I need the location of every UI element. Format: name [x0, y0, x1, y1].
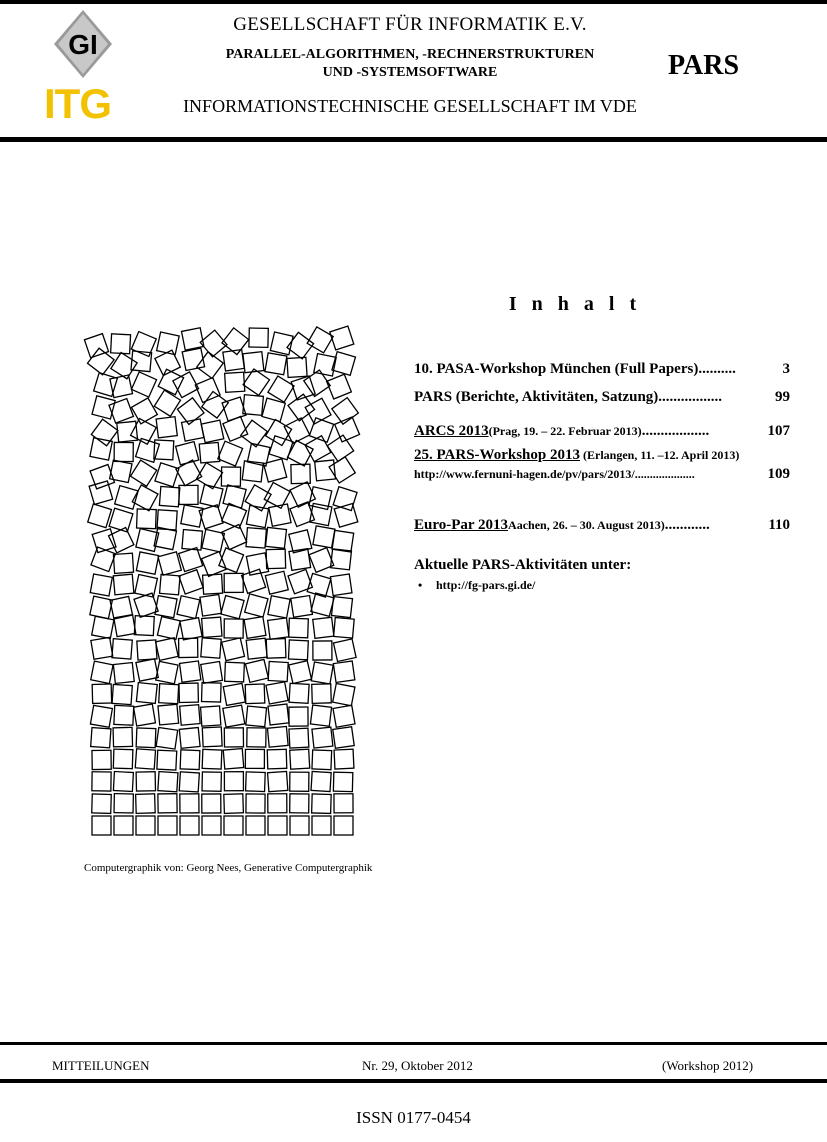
- artwork-square: [201, 638, 221, 658]
- artwork-square: [221, 596, 244, 619]
- artwork-square: [223, 683, 245, 705]
- artwork-square: [180, 705, 200, 725]
- toc-entry-1-page: 3: [782, 361, 790, 377]
- artwork-square: [114, 794, 133, 813]
- artwork-square: [246, 528, 266, 548]
- artwork-square: [180, 618, 202, 640]
- artwork-square: [179, 548, 203, 572]
- artwork-square: [202, 617, 222, 637]
- artwork-square: [291, 376, 315, 400]
- artwork-square: [268, 704, 289, 725]
- header-itg-name: INFORMATIONSTECHNISCHE GESELLSCHAFT IM VDE: [183, 96, 637, 116]
- header-bottom-rule: [0, 137, 827, 142]
- artwork-square: [315, 460, 336, 481]
- issn: ISSN 0177-0454: [356, 1108, 471, 1127]
- artwork-square: [157, 332, 180, 355]
- artwork-square: [114, 615, 136, 637]
- artwork-square: [136, 794, 156, 814]
- artwork-square: [290, 816, 309, 835]
- artwork-square: [131, 372, 156, 397]
- artwork-square: [312, 750, 332, 770]
- artwork-square: [225, 662, 245, 682]
- artwork-square: [112, 639, 132, 659]
- artwork-square: [334, 618, 355, 639]
- artwork-square: [92, 794, 112, 814]
- artwork-square: [246, 553, 268, 575]
- artwork-square: [176, 442, 199, 465]
- artwork-square: [113, 727, 132, 746]
- artwork-square: [312, 684, 332, 704]
- artwork-square: [202, 794, 221, 813]
- artwork-square: [334, 794, 353, 813]
- header-subtitle-line1: PARALLEL-ALGORITHMEN, -RECHNERSTRUKTUREN: [225, 47, 595, 62]
- artwork-square: [333, 727, 354, 748]
- footer-left: MITTEILUNGEN: [52, 1058, 150, 1073]
- artwork-square: [304, 370, 330, 396]
- artwork-square: [246, 706, 267, 727]
- artwork-square: [113, 772, 133, 792]
- svg-text:GI: GI: [68, 29, 98, 60]
- artwork-square: [113, 553, 133, 573]
- artwork-square: [137, 509, 157, 529]
- activities-list: [418, 578, 535, 593]
- artwork-square: [267, 749, 287, 769]
- artwork-square: [245, 684, 265, 704]
- artwork-square: [289, 707, 308, 726]
- toc-entry-4-page: 109: [767, 466, 790, 482]
- artwork-square: [181, 505, 203, 527]
- artwork-square: [288, 640, 308, 660]
- artwork-square: [224, 573, 243, 592]
- artwork-square: [218, 441, 243, 466]
- artwork-square: [266, 549, 285, 568]
- artwork-square: [201, 662, 223, 684]
- artwork-square: [158, 552, 181, 575]
- artwork-square: [313, 617, 334, 638]
- activities-link[interactable]: http://fg-pars.gi.de/: [436, 578, 536, 592]
- artwork-square: [110, 460, 132, 482]
- artwork-square: [109, 508, 133, 532]
- bullet-icon: •: [418, 578, 423, 592]
- artwork-square: [224, 728, 243, 747]
- artwork-square: [246, 772, 266, 792]
- footer-bottom-rule: [0, 1079, 827, 1083]
- toc-entry-3: [414, 423, 790, 440]
- artwork-square: [91, 728, 111, 748]
- artwork-square: [291, 464, 310, 483]
- artwork-square: [202, 529, 225, 552]
- artwork-square: [84, 334, 108, 358]
- artwork-square: [180, 661, 201, 682]
- toc-entry-3-dots: ..................: [641, 423, 710, 439]
- pars-label: PARS: [668, 50, 740, 81]
- artwork-square: [117, 421, 138, 442]
- artwork-square: [155, 350, 180, 375]
- artwork-square: [333, 772, 352, 791]
- artwork-square: [136, 816, 155, 835]
- artwork-square: [156, 638, 179, 661]
- artwork-square: [225, 372, 245, 392]
- artwork-square: [202, 816, 221, 835]
- artwork-square: [196, 463, 222, 489]
- artwork-square: [268, 661, 288, 681]
- artwork-square: [291, 596, 313, 618]
- artwork-square: [114, 442, 133, 461]
- artwork-square: [333, 683, 355, 705]
- artwork-square: [224, 619, 243, 638]
- artwork-square: [203, 574, 223, 594]
- artwork-square: [202, 749, 222, 769]
- artwork-square: [136, 552, 158, 574]
- artwork-square: [223, 705, 245, 727]
- artwork-square: [223, 749, 243, 769]
- artwork-square: [135, 749, 155, 769]
- artwork-caption: Computergraphik von: Georg Nees, Generative Computergraphik: [84, 862, 373, 874]
- artwork-square: [263, 459, 286, 482]
- georg-nees-artwork: [80, 320, 380, 850]
- artwork-square: [222, 503, 247, 528]
- artwork-square: [88, 504, 112, 528]
- artwork-square: [202, 772, 221, 791]
- artwork-square: [177, 596, 200, 619]
- artwork-square: [309, 548, 334, 573]
- toc-title: I n h a l t: [508, 293, 642, 315]
- artwork-square: [134, 704, 156, 726]
- toc-entry-5-page: 110: [768, 517, 790, 533]
- artwork-square: [90, 596, 113, 619]
- artwork-square: [157, 617, 180, 640]
- toc-entry-2: [414, 389, 790, 406]
- artwork-square: [266, 527, 287, 548]
- artwork-square: [114, 816, 133, 835]
- artwork-square: [202, 683, 222, 703]
- artwork-square: [179, 683, 198, 702]
- artwork-square: [112, 684, 132, 704]
- artwork-square: [333, 661, 354, 682]
- artwork-square: [268, 771, 288, 791]
- artwork-square: [137, 640, 157, 660]
- toc-entry-5-detail: Aachen, 26. – 30. August 2013): [508, 518, 665, 532]
- footer-issue: Nr. 29, Oktober 2012: [362, 1058, 473, 1073]
- itg-logo: ITG: [44, 80, 111, 127]
- artwork-square: [224, 816, 243, 835]
- artwork-square: [262, 398, 285, 421]
- artwork-square: [246, 816, 265, 835]
- artwork-square: [312, 727, 333, 748]
- artwork-square: [311, 662, 333, 684]
- artwork-square: [290, 749, 310, 769]
- artwork-square: [246, 794, 265, 813]
- artwork-square: [157, 510, 177, 530]
- artwork-square: [313, 526, 335, 548]
- gi-logo-icon: [52, 8, 114, 80]
- artwork-square: [113, 574, 134, 595]
- artwork-square: [201, 706, 221, 726]
- artwork-square: [157, 750, 177, 770]
- artwork-square: [268, 794, 287, 813]
- artwork-square: [312, 794, 332, 814]
- artwork-square: [159, 486, 179, 506]
- artwork-square: [156, 661, 178, 683]
- footer-top-rule: [0, 1042, 827, 1045]
- artwork-square: [224, 772, 243, 791]
- artwork-square: [111, 353, 137, 379]
- toc-entry-4-dots: ....................: [634, 467, 695, 481]
- artwork-square: [131, 398, 157, 424]
- artwork-square: [180, 794, 199, 813]
- artwork-square: [136, 659, 158, 681]
- artwork-square: [134, 616, 154, 636]
- artwork-square: [222, 638, 245, 661]
- artwork-square: [330, 574, 352, 596]
- artwork-square: [290, 794, 309, 813]
- artwork-square: [310, 705, 331, 726]
- artwork-square: [334, 504, 358, 528]
- artwork-square: [200, 595, 222, 617]
- artwork-square: [136, 683, 157, 704]
- artwork-square: [330, 326, 354, 350]
- artwork-square: [289, 549, 311, 571]
- artwork-square: [265, 353, 287, 375]
- artwork-square: [241, 420, 268, 447]
- artwork-square: [136, 728, 156, 748]
- artwork-square: [247, 728, 266, 747]
- artwork-square: [91, 661, 113, 683]
- artwork-square: [223, 350, 244, 371]
- artwork-square: [311, 771, 331, 791]
- artwork-square: [92, 684, 111, 703]
- artwork-square: [159, 684, 179, 704]
- artwork-square: [92, 750, 111, 769]
- artwork-square: [90, 574, 112, 596]
- toc-entry-5-dots: ............: [664, 517, 710, 533]
- artwork-square: [289, 661, 312, 684]
- artwork-square: [179, 570, 203, 594]
- artwork-square: [202, 727, 222, 747]
- toc-entry-2-dots: .................: [658, 389, 723, 405]
- artwork-square: [312, 816, 331, 835]
- artwork-square: [111, 334, 131, 354]
- artwork-square: [289, 728, 309, 748]
- artwork-square: [249, 328, 268, 347]
- header-society-name: GESELLSCHAFT FÜR INFORMATIK E.V.: [233, 14, 587, 35]
- artwork-square: [130, 460, 156, 486]
- artwork-square: [307, 327, 333, 353]
- artwork-square: [267, 726, 288, 747]
- artwork-square: [334, 749, 354, 769]
- toc-entry-5-title: Euro-Par 2013: [414, 517, 509, 533]
- artwork-square: [114, 705, 134, 725]
- artwork-square: [92, 616, 114, 638]
- artwork-square: [265, 571, 288, 594]
- artwork-square: [333, 705, 355, 727]
- artwork-square: [109, 528, 134, 553]
- artwork-square: [179, 728, 200, 749]
- header-subtitle-line2: UND -SYSTEMSOFTWARE: [322, 65, 498, 80]
- artwork-square: [327, 374, 352, 399]
- artwork-square: [313, 641, 332, 660]
- artwork-square: [289, 683, 309, 703]
- artwork-square: [268, 596, 290, 618]
- artwork-square: [160, 574, 180, 594]
- artwork-square: [334, 816, 353, 835]
- artwork-square: [290, 772, 309, 791]
- artwork-square: [289, 618, 309, 638]
- toc-entry-4: [414, 447, 790, 483]
- artwork-square: [197, 352, 224, 379]
- artwork-square: [158, 772, 178, 792]
- top-rule: [0, 0, 827, 4]
- artwork-square: [91, 637, 113, 659]
- artwork-square: [92, 772, 111, 791]
- artwork-square: [244, 617, 266, 639]
- artwork-square: [179, 485, 198, 504]
- header-subtitle: [180, 46, 640, 82]
- artwork-square: [90, 705, 112, 727]
- toc-entry-4-detail: (Erlangen, 11. –12. April 2013): [580, 448, 740, 462]
- artwork-square: [94, 373, 118, 397]
- artwork-square: [199, 442, 220, 463]
- artwork-square: [243, 395, 264, 416]
- artwork-square: [156, 728, 178, 750]
- artwork-square: [201, 420, 224, 443]
- toc-entry-1-title: 10. PASA-Workshop München (Full Papers): [414, 361, 699, 377]
- artwork-square: [182, 530, 202, 550]
- toc-entry-3-detail: (Prag, 19. – 22. Februar 2013): [488, 424, 642, 438]
- artwork-square: [223, 485, 246, 508]
- artwork-square: [135, 575, 158, 598]
- toc-entry-5: [414, 517, 790, 534]
- artwork-square: [158, 794, 177, 813]
- artwork-square: [221, 467, 240, 486]
- artwork-square: [155, 596, 177, 618]
- toc-entry-4-url[interactable]: http://www.fernuni-hagen.de/pv/pars/2013/: [414, 467, 635, 481]
- artwork-square: [245, 594, 268, 617]
- artwork-square: [245, 749, 264, 768]
- toc-entry-1-dots: ..........: [698, 361, 736, 377]
- toc-entry-4-title: 25. PARS-Workshop 2013: [414, 447, 580, 463]
- artwork-square: [268, 816, 287, 835]
- toc-entry-3-title: ARCS 2013: [414, 423, 489, 439]
- artwork-square: [268, 618, 289, 639]
- artwork-square: [113, 749, 133, 769]
- activities-heading: Aktuelle PARS-Aktivitäten unter:: [414, 557, 632, 573]
- toc-entry-2-page: 99: [775, 389, 790, 405]
- artwork-square: [155, 463, 179, 487]
- artwork-square: [266, 639, 286, 659]
- footer-right: (Workshop 2012): [662, 1058, 754, 1073]
- artwork-square: [333, 639, 356, 662]
- artwork-square: [222, 525, 247, 550]
- artwork-square: [245, 659, 268, 682]
- artwork-square: [202, 392, 229, 419]
- artwork-square: [246, 638, 267, 659]
- artwork-square: [158, 816, 177, 835]
- artwork-square: [156, 417, 177, 438]
- artwork-square: [182, 348, 204, 370]
- artwork-square: [113, 663, 134, 684]
- artwork-square: [158, 704, 179, 725]
- artwork-square: [180, 750, 200, 770]
- toc-entry-1: [414, 361, 790, 378]
- artwork-square: [224, 794, 244, 814]
- artwork-square: [154, 390, 180, 416]
- artwork-square: [131, 332, 156, 357]
- artwork-square: [266, 682, 288, 704]
- artwork-square: [287, 357, 307, 377]
- artwork-square: [92, 396, 115, 419]
- artwork-square: [268, 376, 294, 402]
- toc-entry-3-page: 107: [767, 423, 790, 439]
- artwork-square: [92, 816, 111, 835]
- artwork-square: [242, 461, 263, 482]
- artwork-square: [136, 772, 155, 791]
- artwork-square: [179, 772, 199, 792]
- artwork-square: [331, 597, 352, 618]
- artwork-square: [182, 328, 204, 350]
- artwork-square: [179, 638, 198, 657]
- artwork-square: [180, 816, 199, 835]
- artwork-square: [110, 375, 133, 398]
- artwork-square: [288, 569, 312, 593]
- toc-entry-2-title: PARS (Berichte, Aktivitäten, Satzung): [414, 389, 659, 405]
